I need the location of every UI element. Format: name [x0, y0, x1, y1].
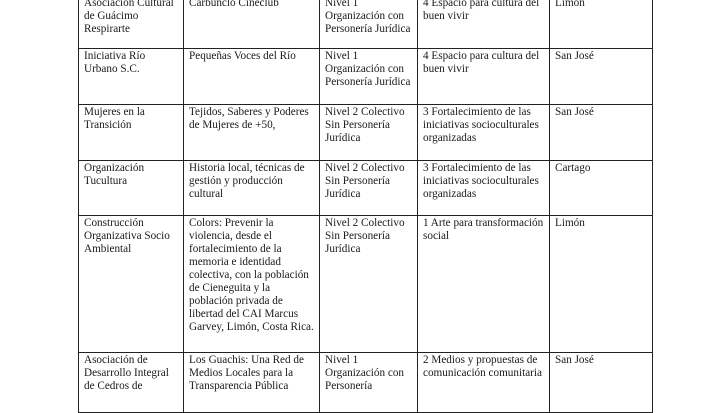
- level-cell: Nivel 2 Colectivo Sin Personería Jurídica: [320, 105, 418, 161]
- organization-cell: Mujeres en la Transición: [79, 105, 184, 161]
- category-cell: 2 Medios y propuestas de comunicación comunitaria: [418, 353, 550, 413]
- project-cell: Los Guachis: Una Red de Medios Locales para la Transparencia Pública: [184, 353, 320, 413]
- project-cell: Historia local, técnicas de gestión y producción cultural: [184, 161, 320, 216]
- organization-cell: Construcción Organizativa Socio Ambiental: [79, 216, 184, 353]
- table-row: [79, 0, 653, 49]
- province-cell: Limón: [550, 0, 653, 49]
- category-cell: 4 Espacio para cultura del buen vivir: [418, 0, 550, 49]
- organization-cell: Iniciativa Río Urbano S.C.: [79, 49, 184, 105]
- province-cell: San José: [550, 49, 653, 105]
- province-cell: San José: [550, 353, 653, 413]
- province-cell: Limón: [550, 216, 653, 353]
- level-cell: Nivel 1 Organización con Personería Jurídica: [320, 0, 418, 49]
- category-cell: 1 Arte para transformación social: [418, 216, 550, 353]
- organization-cell: Asociación Cultural de Guácimo Respirarte: [79, 0, 184, 49]
- organization-cell: Asociación de Desarrollo Integral de Cedros de: [79, 353, 184, 413]
- project-cell: Carbunclo Cineclub: [184, 0, 320, 49]
- category-cell: 4 Espacio para cultura del buen vivir: [418, 49, 550, 105]
- projects-table-container: [78, 0, 652, 413]
- level-cell: Nivel 2 Colectivo Sin Personería Jurídica: [320, 161, 418, 216]
- table-row: [79, 161, 653, 216]
- province-cell: Cartago: [550, 161, 653, 216]
- project-cell: Pequeñas Voces del Río: [184, 49, 320, 105]
- table-row: [79, 49, 653, 105]
- table-row: [79, 105, 653, 161]
- project-cell: Tejidos, Saberes y Poderes de Mujeres de +50,: [184, 105, 320, 161]
- projects-table: [78, 0, 653, 413]
- table-row: [79, 216, 653, 353]
- level-cell: Nivel 2 Colectivo Sin Personería Jurídica: [320, 216, 418, 353]
- category-cell: 3 Fortalecimiento de las iniciativas socioculturales organizadas: [418, 105, 550, 161]
- project-cell: Colors: Prevenir la violencia, desde el fortalecimiento de la memoria e identidad colectiva, con la población de Cieneguita y la población privada de libertad del CAI Marcus Garvey, Limón, Costa Rica.: [184, 216, 320, 353]
- table-row: [79, 353, 653, 413]
- level-cell: Nivel 1 Organización con Personería: [320, 353, 418, 413]
- level-cell: Nivel 1 Organización con Personería Jurídica: [320, 49, 418, 105]
- category-cell: 3 Fortalecimiento de las iniciativas socioculturales organizadas: [418, 161, 550, 216]
- organization-cell: Organización Tucultura: [79, 161, 184, 216]
- province-cell: San José: [550, 105, 653, 161]
